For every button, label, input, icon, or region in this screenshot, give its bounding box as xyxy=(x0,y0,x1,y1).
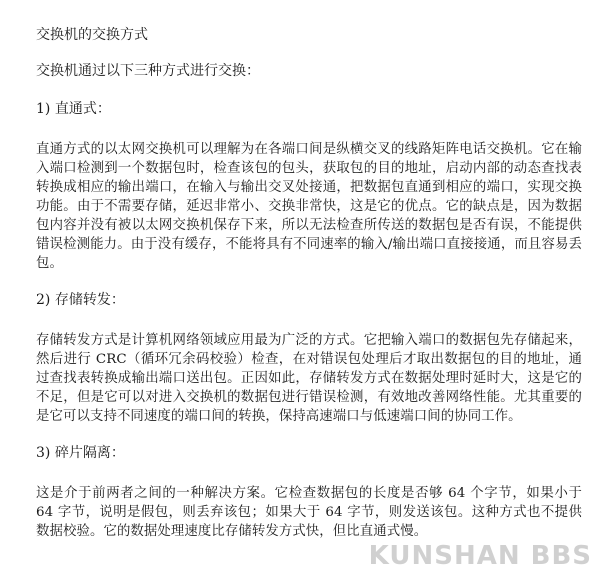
section-body-cut-through: 直通方式的以太网交换机可以理解为在各端口间是纵横交叉的线路矩阵电话交换机。它在输入端口检测到一个数据包时，检查该包的包头，获取包的目的地址，启动内部的动态查找表转换成相应的输出端口，在输入与输出交叉处接通，把数据包直通到相应的端口，实现交换功能。由于不需要存储，延迟非常小、交换非常快，这是它的优点。它的缺点是，因为数据包内容并没有被以太网交换机保存下来，所以无法检查所传送的数据包是否有误，不能提供错误检测能力。由于没有缓存，不能将具有不同速率的输入/输出端口直接接通，而且容易丢包。 xyxy=(36,142,582,271)
section-heading-store-and-forward: 2) 存储转发： xyxy=(36,292,125,308)
section-heading-fragment-free: 3) 碎片隔离： xyxy=(36,445,125,461)
section-heading-cut-through: 1) 直通式： xyxy=(36,101,111,117)
intro-text: 交换机通过以下三种方式进行交换： xyxy=(36,63,260,79)
watermark-logo: KUNSHAN BBS xyxy=(368,541,592,571)
section-body-fragment-free: 这是介于前两者之间的一种解决方案。它检查数据包的长度是否够 64 个字节，如果小于 64 字节，说明是假包，则丢弃该包；如果大于 64 字节，则发送该包。这种方式也不提供数据校验。它的数据处理速度比存储转发方式快，但比直通式慢。 xyxy=(36,486,582,539)
document xyxy=(36,26,582,559)
section-body-store-and-forward: 存储转发方式是计算机网络领域应用最为广泛的方式。它把输入端口的数据包先存储起来，然后进行 CRC（循环冗余码校验）检查，在对错误包处理后才取出数据包的目的地址，通过查找表转换成输出端口送出包。正因如此，存储转发方式在数据处理时延时大，这是它的不足，但是它可以对进入交换机的数据包进行错误检测，有效地改善网络性能。尤其重要的是它可以支持不同速度的端口间的转换，保持高速端口与低速端口间的协同工作。 xyxy=(36,333,582,424)
document-title: 交换机的交换方式 xyxy=(36,27,148,43)
